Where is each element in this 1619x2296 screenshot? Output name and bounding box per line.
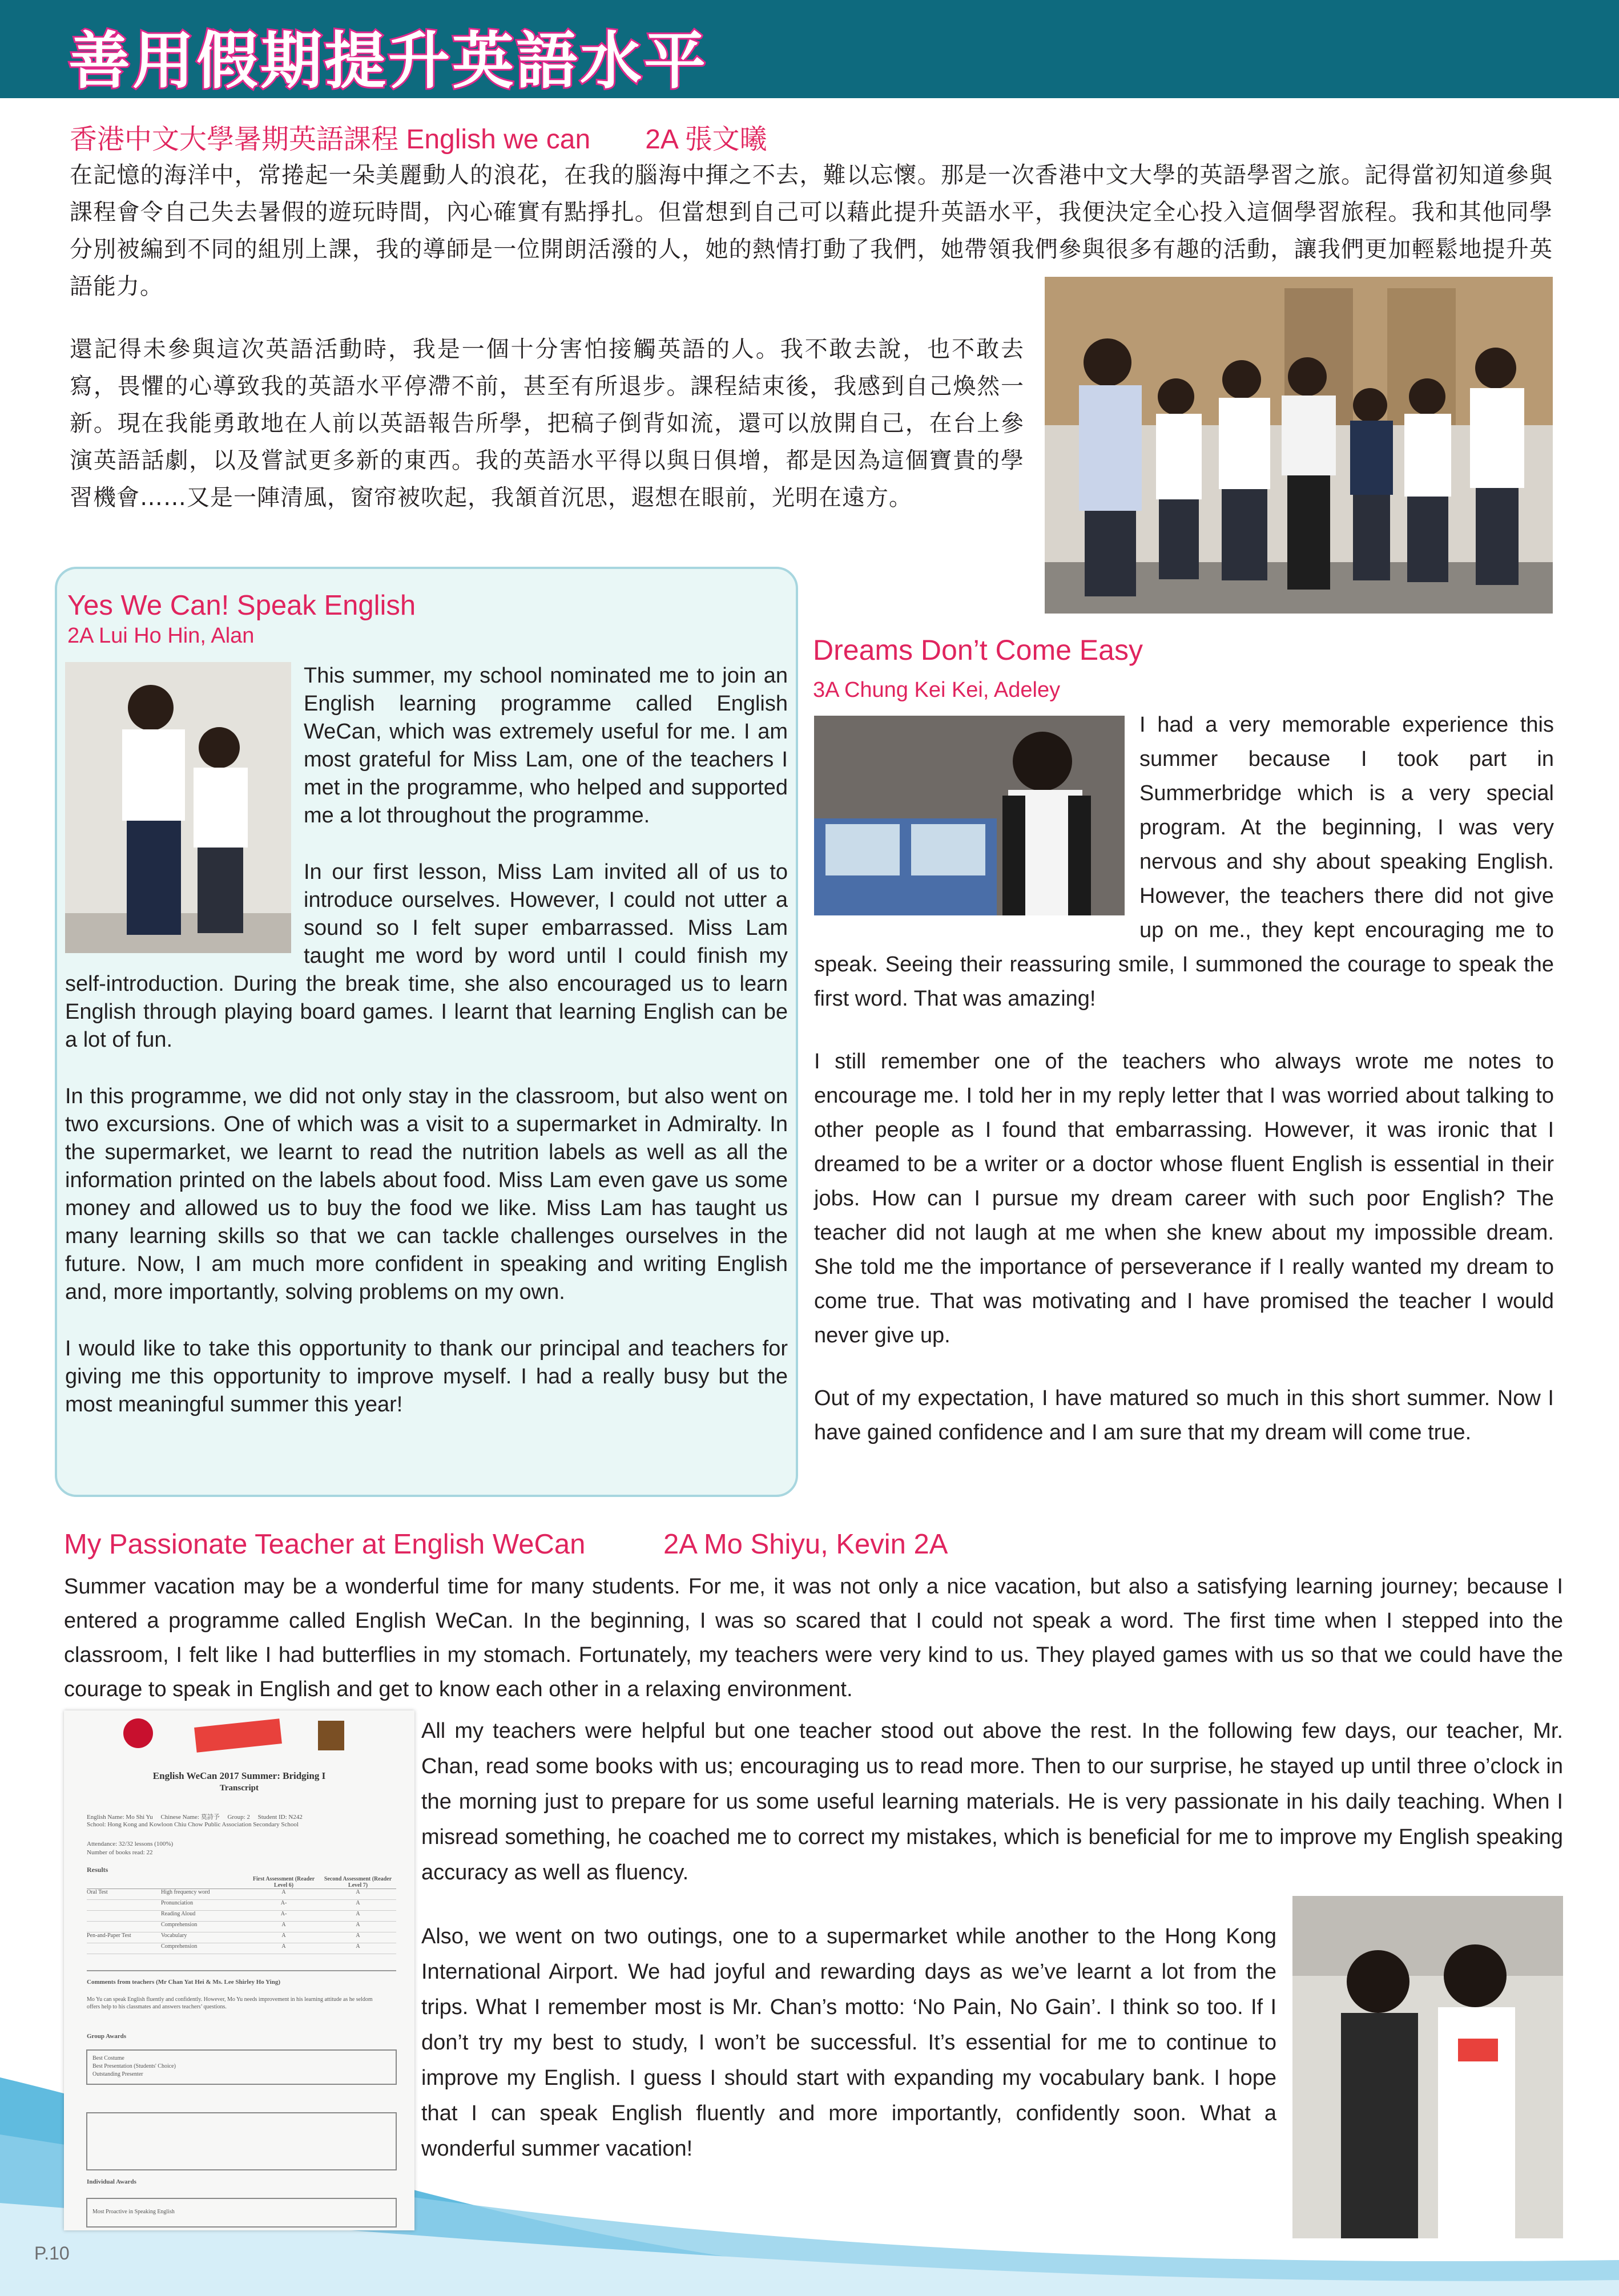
table-row: Pronunciation A- A xyxy=(87,1900,396,1911)
table-row: Pen-and-Paper Test Vocabulary A A xyxy=(87,1932,396,1943)
article3-paragraph: I had a very memorable experience this summer because I took part in Summerbridge which is a very special program. At the beginning, I was very nervous and shy about speaking English. However, the teachers there did not give up on me., they kept encouraging me to speak. Seeing their reassuring smile, I summoned the courage to speak the first word. That was amazing! xyxy=(814,713,1554,1011)
table-row: Reading Aloud A- A xyxy=(87,1911,396,1922)
article4-paragraph: All my teachers were helpful but one teacher stood out above the rest. In the following few days, our teacher, Mr. Chan, read some books with us; encouraging us to read more. Then to our surprise, he stayed up until three o’clock in the morning just to prepare for us some useful learning materials. He is very passionate in his daily teaching. When I misread something, he coached me to correct my mistakes, which is beneficial for me to improve my English speaking accuracy as well as fluency. xyxy=(421,1719,1563,1885)
article3-paragraph: Out of my expectation, I have matured so much in this short summer. Now I have gained confidence and I am sure that my dream will come true. xyxy=(814,1386,1554,1444)
article3-paragraph: I still remember one of the teachers who always wrote me notes to encourage me. I told her in my reply letter that I was worried about talking to other people as I found that embarrassing. However, it was ironic that I dreamed to be a writer or a doctor whose fluent English is essential in their jobs. How can I pursue my dream career with such poor English? The teacher did not laugh at me when she knew about my impossible dream. She told me the importance of perseverance if I really wanted my dream to come true. That was motivating and I have promised the teacher I would never give up. xyxy=(814,1050,1554,1347)
article4-paragraph: Also, we went on two outings, one to a supermarket while another to the Hong Kong International Airport. We had joyful and rewarding days as we’ve learnt a lot from the trips. What I remember most is Mr. Chan’s motto: ‘No Pain, No Gain’. I think so too. If I don’t try my best to study, I won’t be successful. It’s essential for me to continue to improve my English. I guess I should start with expanding my vocabulary bank. I hope that I can speak English fluently and more importantly, confidently soon. What a wonderful summer vacation! xyxy=(421,1924,1276,2161)
article1-title: 香港中文大學暑期英語課程 English we can 2A 張文曦 xyxy=(70,124,767,155)
table-header: Second Assessment (Reader Level 7) xyxy=(324,1876,392,1889)
table-body xyxy=(87,1889,396,1954)
transcript-group-awards xyxy=(92,2055,176,2079)
transcript-books: Number of books read: 22 xyxy=(87,1849,153,1856)
teacher-student-photo xyxy=(1292,1896,1563,2238)
table-header: First Assessment (Reader Level 6) xyxy=(252,1876,315,1889)
article4-title: My Passionate Teacher at English WeCan xyxy=(64,1529,586,1560)
page-title: 善用假期提升英語水平 xyxy=(69,26,708,97)
article4-paragraph: Summer vacation may be a wonderful time for many students. For me, it was not only a nice vacation, but also a satisfying learning journey; because I entered a programme called English WeCan. In the beginning, I was so scared that I could not speak a word. The first time when I stepped into the classroom, I felt like I had butterflies in my stomach. Fortunately, my teachers were very kind to us. They played games with us so that we could have the courage to speak in English and get to know each other in a relaxing environment. xyxy=(64,1575,1563,1701)
transcript-document xyxy=(64,1710,414,2230)
award-item: Most Proactive in Speaking English xyxy=(92,2209,175,2215)
article1-paragraph: 在記憶的海洋中，常捲起一朵美麗動人的浪花，在我的腦海中揮之不去，難以忘懷。那是一次香港中文大學的英語學習之旅。記得當初知道參與課程會令自己失去暑假的遊玩時間，內心確實有點掙扎。但當想到自己可以藉此提升英語水平，我便決定全心投入這個學習旅程。我和其他同學分別被編到不同的組別上課，我的導師是一位開朗活潑的人，她的熱情打動了我們，她帶領我們參與很多有趣的活動，讓我們更加輕鬆地提升英語能力。 xyxy=(70,162,1553,300)
article3-body xyxy=(814,708,1554,1450)
transcript-attendance: Attendance: 32/32 lessons (100%) xyxy=(87,1841,174,1847)
transcript-heading: English WeCan 2017 Summer: Bridging I xyxy=(152,1770,326,1781)
article2-paragraph: This summer, my school nominated me to join an English learning programme called English WeCan, which was extremely useful for me. I am most grateful for Miss Lam, one of the teachers I met in the programme, who helped and supported me a lot throughout the programme. xyxy=(304,664,788,828)
article2-paragraph: In our first lesson, Miss Lam invited all of us to introduce ourselves. However, I could not utter a sound so I felt super embarrassed. Miss Lam taught me word by word until I could finish my self-introduction. During the break time, she also encouraged us to learn English through playing board games. I learnt that learning English can be a lot of fun. xyxy=(65,860,788,1052)
award-item: Outstanding Presenter xyxy=(92,2071,143,2077)
group-photo xyxy=(1045,277,1553,614)
award-item: Best Costume xyxy=(92,2055,124,2061)
student-photo xyxy=(814,716,1125,915)
article2-author: 2A Lui Ho Hin, Alan xyxy=(67,624,255,648)
transcript-school: School: Hong Kong and Kowloon Chiu Chow Public Association Secondary School xyxy=(87,1821,299,1828)
article3-title: Dreams Don’t Come Easy xyxy=(813,634,1143,666)
transcript-individual-awards-title: Individual Awards xyxy=(87,2178,136,2185)
table-row: Oral Test High frequency word A A xyxy=(87,1889,396,1900)
transcript-info: English Name: Mo Shi Yu Chinese Name: 莫詩予 Group: 2 Student ID: N242 xyxy=(87,1814,303,1821)
transcript-subheading: Transcript xyxy=(219,1783,259,1793)
article3-author: 3A Chung Kei Kei, Adeley xyxy=(813,678,1061,702)
transcript-results-label: Results xyxy=(87,1866,108,1874)
school-logo-icon xyxy=(123,1718,153,1748)
article2-paragraph: In this programme, we did not only stay in the classroom, but also went on two excursions. One of which was a visit to a supermarket in Admiralty. In the supermarket, we learnt to read the nutrition labels as well as all the information printed on the labels about food. Miss Lam even gave us some money and allowed us to buy the food we like. Miss Lam has taught us many learning skills so that we can tackle challenges ourselves in the future. Now, I am much more confident in speaking and writing English and, more importantly, solving problems on my own. xyxy=(65,1084,788,1304)
transcript-group-awards-title: Group Awards xyxy=(87,2033,126,2040)
article2-body xyxy=(65,662,788,1419)
table-row: Comprehension A A xyxy=(87,1943,396,1954)
student-teacher-photo xyxy=(65,662,291,953)
transcript-comment: Mo Yu can speak English fluently and confidently. However, Mo Yu needs improvement in his learning attitude as he seldom offers help to his classmates and answers teachers’ questions. xyxy=(87,1996,373,2010)
table-row: Comprehension A A xyxy=(87,1922,396,1932)
article2-title: Yes We Can! Speak English xyxy=(67,590,416,621)
article2-paragraph: I would like to take this opportunity to thank our principal and teachers for giving me this opportunity to improve myself. I had a really busy but the most meaningful summer this year! xyxy=(65,1337,788,1417)
article4-author: 2A Mo Shiyu, Kevin 2A xyxy=(663,1529,948,1560)
english-wecan-logo-icon xyxy=(194,1718,282,1752)
article1-paragraph: 還記得未參與這次英語活動時，我是一個十分害怕接觸英語的人。我不敢去說，也不敢去寫，畏懼的心導致我的英語水平停滯不前，甚至有所退步。課程結束後，我感到自己煥然一新。現在我能勇敢地在人前以英語報告所學，把稿子倒背如流，還可以放開自己，在台上參演英語話劇，以及嘗試更多新的東西。我的英語水平得以與日俱增，都是因為這個寶貴的學習機會……又是一陣清風，窗帘被吹起，我頷首沉思，遐想在眼前，光明在遠方。 xyxy=(70,336,1024,511)
university-crest-icon xyxy=(318,1721,344,1750)
page-number: P.10 xyxy=(34,2243,70,2263)
award-item: Best Presentation (Students' Choice) xyxy=(92,2063,176,2069)
transcript-comments-title: Comments from teachers (Mr Chan Yat Hei & Ms. Lee Shirley Ho Ying) xyxy=(87,1979,281,1986)
transcript-results-table xyxy=(87,1876,396,1954)
article4-body xyxy=(421,1713,1563,2238)
